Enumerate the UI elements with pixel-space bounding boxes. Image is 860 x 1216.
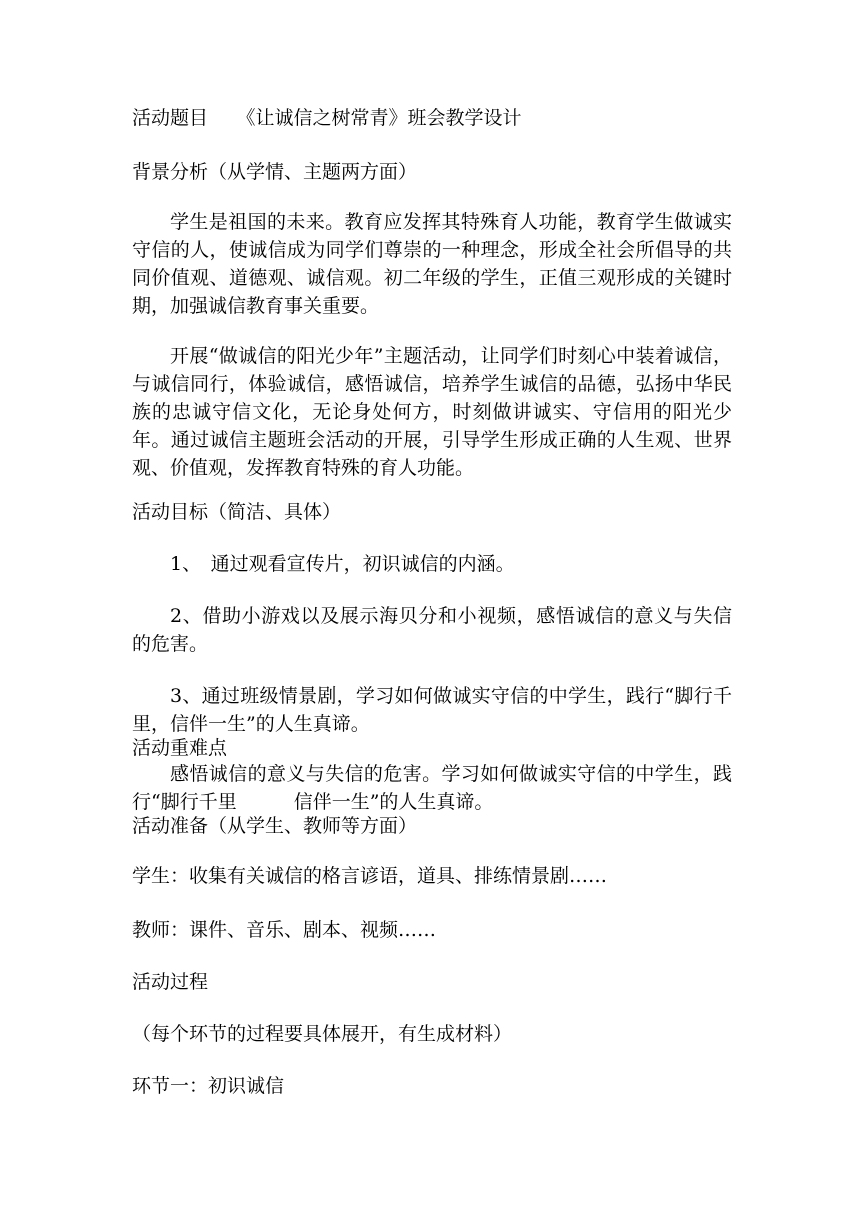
background-paragraph-2: 开展“做诚信的阳光少年”主题活动，让同学们时刻心中装着诚信，与诚信同行，体验诚信，感悟诚信，培养学生诚信的品德，弘扬中华民族的忠诚守信文化，无论身处何方，时刻做讲诚实、守信用的阳光少年。通过诚信主题班会活动的开展，引导学生形成正确的人生观、世界观、价值观，发挥教育特殊的育人功能。 (132, 345, 732, 479)
background-heading: 背景分析（从学情、主题两方面） (132, 161, 418, 183)
goal-item-3: 3、通过班级情景剧，学习如何做诚实守信的中学生，践行“脚行千里，信伴一生”的人生真谛。 (132, 685, 732, 735)
goals-heading: 活动目标（简洁、具体） (132, 501, 342, 523)
preparation-heading: 活动准备（从学生、教师等方面） (132, 815, 418, 837)
background-paragraph-1: 学生是祖国的未来。教育应发挥其特殊育人功能，教育学生做诚实守信的人，使诚信成为同学们尊崇的一种理念，形成全社会所倡导的共同价值观、道德观、诚信观。初二年级的学生，正值三观形成的关键时期，加强诚信教育事关重要。 (132, 211, 732, 317)
goal-item-2: 2、借助小游戏以及展示海贝分和小视频，感悟诚信的意义与失信的危害。 (132, 605, 732, 655)
preparation-student: 学生：收集有关诚信的格言谚语，道具、排练情景剧…… (132, 865, 608, 887)
process-heading: 活动过程 (132, 971, 209, 993)
key-points-text: 感悟诚信的意义与失信的危害。学习如何做诚实守信的中学生，践行“脚行千里 信伴一生”的人生真谛。 (132, 763, 732, 813)
key-points-heading: 活动重难点 (132, 737, 228, 759)
process-note: （每个环节的过程要具体展开，有生成材料） (132, 1023, 513, 1045)
preparation-teacher: 教师：课件、音乐、剧本、视频…… (132, 919, 437, 941)
process-step-1: 环节一：初识诚信 (132, 1075, 285, 1097)
goal-item-1: 1、 通过观看宣传片，初识诚信的内涵。 (170, 553, 515, 575)
activity-title: 活动题目 《让诚信之树常青》班会教学设计 (132, 107, 522, 129)
